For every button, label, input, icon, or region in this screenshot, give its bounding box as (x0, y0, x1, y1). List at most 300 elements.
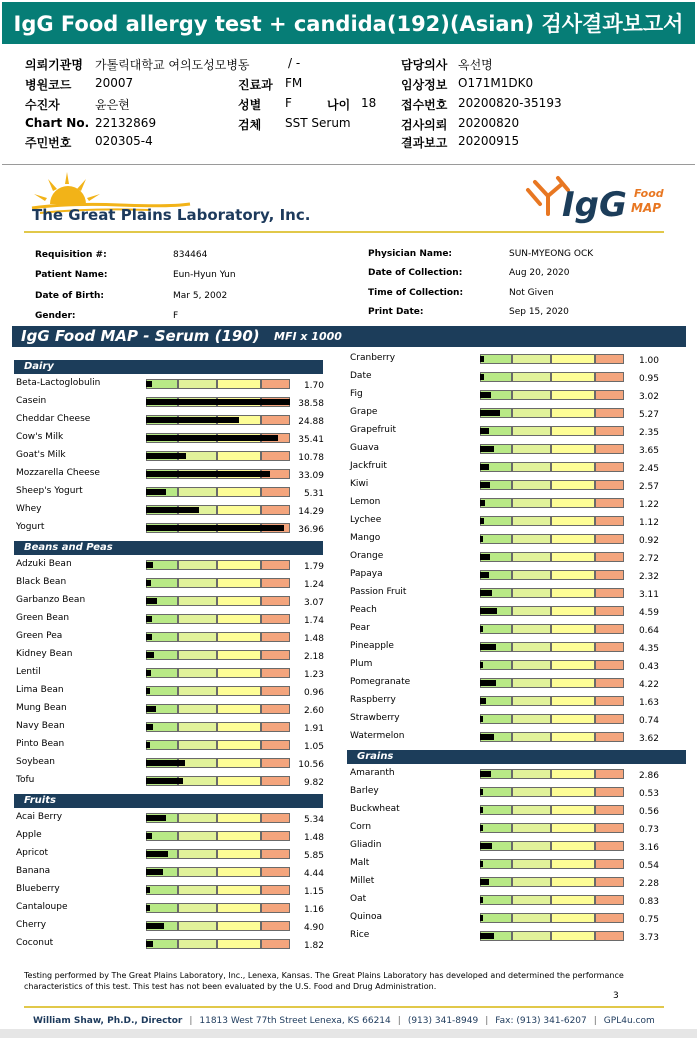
food-label: Watermelon (350, 731, 405, 741)
info-label: Requisition #: (35, 250, 107, 260)
food-value: 0.53 (638, 789, 659, 799)
zone-segment (217, 776, 261, 786)
zone-segment (512, 480, 551, 490)
zone-segment (551, 552, 595, 562)
food-value: 10.56 (298, 760, 324, 770)
food-value: 2.60 (303, 706, 324, 716)
zone-segment (512, 552, 551, 562)
food-bar-value (146, 507, 199, 513)
food-bar-value (480, 789, 483, 795)
zone-segment (512, 390, 551, 400)
food-bar (146, 596, 290, 606)
footer-director: William Shaw, Ph.D., Director (33, 1016, 183, 1026)
zone-segment (551, 696, 595, 706)
food-label: Green Bean (16, 613, 70, 623)
zone-segment (178, 939, 217, 949)
zone-segment (178, 596, 217, 606)
food-bar-value (480, 554, 490, 560)
zone-segment (178, 632, 217, 642)
zone-segment (551, 895, 595, 905)
food-bar-value (480, 716, 483, 722)
food-label: Apple (16, 830, 42, 840)
food-map-title: IgG Food MAP - Serum (190) (21, 327, 260, 345)
zone-segment (217, 560, 261, 570)
zone-segment (146, 903, 178, 913)
zone-segment (551, 913, 595, 923)
zone-segment (551, 841, 595, 851)
food-bar-value (146, 471, 270, 477)
zone-segment (512, 462, 551, 472)
food-label: Gliadin (350, 840, 382, 850)
zone-segment (551, 678, 595, 688)
zone-segment (178, 849, 217, 859)
lab-name: The Great Plains Laboratory, Inc. (32, 206, 311, 224)
zone-segment (217, 903, 261, 913)
food-bar (480, 588, 624, 598)
food-value: 0.95 (638, 374, 659, 384)
zone-segment (551, 408, 595, 418)
zone-segment (178, 921, 217, 931)
food-bar-value (146, 706, 156, 712)
zone-segment (480, 534, 512, 544)
food-value: 0.74 (638, 716, 659, 726)
food-bar-value (480, 590, 492, 596)
food-bar (146, 867, 290, 877)
food-value: 4.90 (303, 923, 324, 933)
zone-segment (178, 740, 217, 750)
zone-segment (512, 534, 551, 544)
food-bar-value (480, 861, 483, 867)
food-bar-value (480, 897, 483, 903)
food-value: 1.48 (303, 634, 324, 644)
food-bar-value (146, 616, 152, 622)
food-value: 0.43 (638, 662, 659, 672)
zone-segment (217, 379, 261, 389)
food-label: Amaranth (350, 768, 395, 778)
food-map-banner (12, 326, 686, 347)
zone-segment (178, 813, 217, 823)
food-value: 5.31 (303, 489, 324, 499)
food-bar-value (480, 843, 492, 849)
food-bar-value (480, 500, 485, 506)
zone-segment (480, 913, 512, 923)
food-bar-value (146, 580, 151, 586)
zone-segment (217, 704, 261, 714)
food-value: 0.96 (303, 688, 324, 698)
zone-segment (551, 714, 595, 724)
food-bar (480, 462, 624, 472)
food-value: 4.59 (638, 608, 659, 618)
food-label: Peach (350, 605, 377, 615)
kr-value: O171M1DK0 (458, 76, 534, 90)
food-bar (480, 606, 624, 616)
zone-segment (178, 487, 217, 497)
food-bar-value (146, 598, 157, 604)
food-bar (146, 433, 290, 443)
zone-segment (512, 732, 551, 742)
food-value: 3.07 (303, 598, 324, 608)
zone-segment (551, 787, 595, 797)
kr-value: SST Serum (285, 116, 351, 130)
food-bar-value (146, 778, 183, 784)
info-value: SUN-MYEONG OCK (509, 249, 594, 259)
food-bar-value (480, 825, 483, 831)
category-header: Grains (347, 750, 686, 764)
food-bar (480, 372, 624, 382)
food-bar (480, 498, 624, 508)
zone-segment (512, 606, 551, 616)
food-bar-value (146, 652, 154, 658)
food-bar (146, 397, 290, 407)
info-value: Mar 5, 2002 (173, 291, 228, 301)
food-bar (146, 740, 290, 750)
food-value: 4.22 (638, 680, 659, 690)
food-label: Date (350, 371, 372, 381)
zone-segment (551, 823, 595, 833)
food-value: 2.86 (638, 771, 659, 781)
zone-segment (551, 390, 595, 400)
food-bar (480, 696, 624, 706)
kr-label: 접수번호 (401, 98, 448, 112)
zone-segment (480, 895, 512, 905)
info-value: Aug 20, 2020 (509, 268, 570, 278)
food-bar-value (146, 525, 284, 531)
food-bar (146, 722, 290, 732)
kr-label: 나이 (327, 98, 351, 112)
zone-segment (512, 426, 551, 436)
food-bar-value (480, 356, 484, 362)
food-label: Sheep's Yogurt (16, 486, 83, 496)
zone-segment (551, 931, 595, 941)
food-label: Cow's Milk (16, 432, 64, 442)
food-bar-value (146, 688, 150, 694)
food-value: 38.58 (298, 399, 324, 409)
food-bar (146, 921, 290, 931)
footer-website[interactable]: GPL4u.com (603, 1016, 655, 1026)
zone-segment (146, 668, 178, 678)
zone-segment (480, 787, 512, 797)
food-bar-value (146, 815, 166, 821)
food-value: 0.83 (638, 897, 659, 907)
food-bar-value (480, 698, 486, 704)
zone-segment (512, 769, 551, 779)
zone-segment (480, 714, 512, 724)
food-label: Kidney Bean (16, 649, 73, 659)
food-label: Fig (350, 389, 363, 399)
food-label: Coconut (16, 938, 54, 948)
zone-segment (217, 505, 261, 515)
food-value: 0.56 (638, 807, 659, 817)
kr-value: F (285, 96, 292, 110)
zone-segment (217, 885, 261, 895)
food-value: 1.05 (303, 742, 324, 752)
food-label: Rice (350, 930, 370, 940)
food-value: 1.23 (303, 670, 324, 680)
zone-segment (178, 867, 217, 877)
zone-segment (480, 498, 512, 508)
zone-segment (217, 632, 261, 642)
zone-segment (146, 686, 178, 696)
food-bar (480, 732, 624, 742)
food-value: 33.09 (298, 471, 324, 481)
zone-segment (217, 668, 261, 678)
zone-segment (512, 714, 551, 724)
food-value: 1.24 (303, 580, 324, 590)
zone-segment (217, 487, 261, 497)
zone-segment (146, 885, 178, 895)
food-value: 35.41 (298, 435, 324, 445)
food-bar-value (146, 453, 186, 459)
zone-segment (178, 704, 217, 714)
zone-segment (178, 686, 217, 696)
zone-segment (551, 642, 595, 652)
food-bar-value (146, 851, 168, 857)
food-bar-value (146, 869, 163, 875)
zone-segment (178, 885, 217, 895)
food-bar-value (480, 446, 494, 452)
zone-segment (217, 921, 261, 931)
food-value: 1.22 (638, 500, 659, 510)
kr-value: 18 (361, 96, 377, 110)
food-label: Millet (350, 876, 375, 886)
food-bar (480, 895, 624, 905)
food-label: Cantaloupe (16, 902, 68, 912)
food-label: Goat's Milk (16, 450, 66, 460)
food-value: 2.18 (303, 652, 324, 662)
zone-segment (512, 498, 551, 508)
food-value: 4.35 (638, 644, 659, 654)
footer: William Shaw, Ph.D., Director | 11813 West 77th Street Lenexa, KS 66214 | (913) 341-8949 | Fax: (913) 341-6207 | GPL4u.com (33, 1016, 655, 1026)
food-bar (146, 560, 290, 570)
zone-segment (512, 408, 551, 418)
food-value: 1.91 (303, 724, 324, 734)
food-bar-value (480, 626, 483, 632)
food-bar-value (480, 536, 483, 542)
info-value: Not Given (509, 288, 554, 298)
kr-label: 결과보고 (401, 136, 448, 150)
report-title: IgG Food allergy test + candida(192)(Asian) 검사결과보고서 (2, 2, 695, 44)
zone-segment (512, 895, 551, 905)
food-bar-value (146, 724, 153, 730)
zone-segment (512, 660, 551, 670)
food-bar-value (146, 417, 239, 423)
kr-value: / - (288, 56, 301, 70)
food-bar (146, 885, 290, 895)
food-label: Acai Berry (16, 812, 63, 822)
zone-segment (480, 624, 512, 634)
food-bar-value (480, 482, 490, 488)
kr-label: 진료과 (238, 78, 273, 92)
food-bar (146, 704, 290, 714)
info-label: Date of Birth: (35, 291, 105, 301)
info-label: Print Date: (368, 307, 424, 317)
zone-segment (178, 650, 217, 660)
food-label: Buckwheat (350, 804, 400, 814)
zone-segment (178, 668, 217, 678)
zone-segment (551, 805, 595, 815)
food-bar-value (146, 941, 153, 947)
zone-segment (512, 642, 551, 652)
zone-segment (551, 732, 595, 742)
zone-segment (551, 606, 595, 616)
food-value: 3.62 (638, 734, 659, 744)
food-label: Navy Bean (16, 721, 65, 731)
food-label: Papaya (350, 569, 383, 579)
zone-segment (480, 372, 512, 382)
food-bar-value (146, 833, 152, 839)
food-bar-value (146, 634, 152, 640)
food-bar (480, 931, 624, 941)
zone-segment (217, 740, 261, 750)
kr-label: 주민번호 (25, 136, 72, 150)
kr-value: 20200915 (458, 134, 520, 148)
food-value: 5.27 (638, 410, 659, 420)
food-label: Oat (350, 894, 367, 904)
zone-segment (146, 740, 178, 750)
kr-label: 성별 (238, 98, 262, 112)
food-bar-value (146, 670, 151, 676)
header-divider (2, 164, 695, 165)
zone-segment (480, 354, 512, 364)
food-label: Pineapple (350, 641, 394, 651)
food-bar (146, 903, 290, 913)
food-label: Mango (350, 533, 381, 543)
zone-segment (512, 913, 551, 923)
info-value: 834464 (173, 250, 208, 260)
food-bar (146, 379, 290, 389)
food-value: 4.44 (303, 869, 324, 879)
food-bar-value (480, 879, 489, 885)
zone-segment (217, 849, 261, 859)
food-label: Apricot (16, 848, 49, 858)
food-bar-value (146, 489, 166, 495)
food-bar-value (146, 905, 150, 911)
zone-segment (551, 769, 595, 779)
food-bar (480, 516, 624, 526)
food-value: 3.02 (638, 392, 659, 402)
zone-segment (512, 570, 551, 580)
zone-segment (551, 354, 595, 364)
food-bar (480, 408, 624, 418)
food-bar-value (480, 933, 494, 939)
food-bar (480, 805, 624, 815)
zone-segment (512, 354, 551, 364)
zone-segment (178, 578, 217, 588)
food-value: 0.54 (638, 861, 659, 871)
food-value: 1.74 (303, 616, 324, 626)
zone-segment (178, 776, 217, 786)
food-value: 1.70 (303, 381, 324, 391)
food-label: Lentil (16, 667, 41, 677)
food-bar (146, 849, 290, 859)
igg-food-map-logo (520, 170, 670, 226)
food-label: Plum (350, 659, 373, 669)
zone-segment (217, 614, 261, 624)
food-value: 1.79 (303, 562, 324, 572)
food-bar (480, 426, 624, 436)
food-bar-value (480, 662, 483, 668)
food-value: 36.96 (298, 525, 324, 535)
zone-segment (480, 859, 512, 869)
food-label: Pear (350, 623, 370, 633)
food-label: Lemon (350, 497, 381, 507)
food-value: 3.73 (638, 933, 659, 943)
zone-segment (178, 722, 217, 732)
zone-segment (178, 614, 217, 624)
food-bar (146, 939, 290, 949)
zone-segment (551, 480, 595, 490)
zone-segment (217, 578, 261, 588)
food-label: Cheddar Cheese (16, 414, 91, 424)
food-value: 10.78 (298, 453, 324, 463)
food-map-unit: MFI x 1000 (274, 330, 342, 343)
food-bar (480, 913, 624, 923)
kr-label: 담당의사 (401, 58, 448, 72)
food-bar (146, 813, 290, 823)
food-bar-value (146, 923, 164, 929)
food-value: 3.16 (638, 843, 659, 853)
food-value: 0.64 (638, 626, 659, 636)
category-header: Beans and Peas (14, 541, 323, 555)
food-bar-value (480, 410, 500, 416)
zone-segment (480, 823, 512, 833)
footer-address: 11813 West 77th Street Lenexa, KS 66214 (199, 1016, 391, 1026)
food-label: Blueberry (16, 884, 60, 894)
food-value: 1.82 (303, 941, 324, 951)
food-bar (480, 714, 624, 724)
kr-value: 가톨릭대학교 여의도성모병동 (95, 58, 250, 72)
zone-segment (551, 444, 595, 454)
kr-label: 검체 (238, 118, 262, 132)
food-label: Pinto Bean (16, 739, 65, 749)
info-label: Date of Collection: (368, 268, 463, 278)
food-label: Yogurt (16, 522, 45, 532)
zone-segment (178, 379, 217, 389)
info-value: Eun-Hyun Yun (173, 270, 236, 280)
food-bar (480, 660, 624, 670)
zone-segment (551, 372, 595, 382)
zone-segment (512, 516, 551, 526)
info-value: F (173, 311, 179, 321)
food-label: Mung Bean (16, 703, 67, 713)
kr-value: 20007 (95, 76, 134, 90)
zone-segment (512, 624, 551, 634)
zone-segment (178, 560, 217, 570)
food-label: Guava (350, 443, 380, 453)
food-label: Passion Fruit (350, 587, 407, 597)
food-value: 5.85 (303, 851, 324, 861)
zone-segment (217, 686, 261, 696)
food-bar-value (480, 428, 489, 434)
food-bar (480, 841, 624, 851)
food-value: 2.57 (638, 482, 659, 492)
food-value: 2.28 (638, 879, 659, 889)
food-logo-text: Food (634, 187, 664, 200)
food-label: Banana (16, 866, 51, 876)
kr-label: 검사의뢰 (401, 118, 448, 132)
food-value: 2.35 (638, 428, 659, 438)
food-bar-value (146, 381, 152, 387)
zone-segment (551, 462, 595, 472)
food-bar (146, 415, 290, 425)
food-bar-value (480, 392, 491, 398)
zone-segment (480, 516, 512, 526)
food-label: Beta-Lactoglobulin (16, 378, 101, 388)
food-label: Quinoa (350, 912, 383, 922)
zone-segment (217, 451, 261, 461)
food-label: Cranberry (350, 353, 396, 363)
kr-value: FM (285, 76, 303, 90)
